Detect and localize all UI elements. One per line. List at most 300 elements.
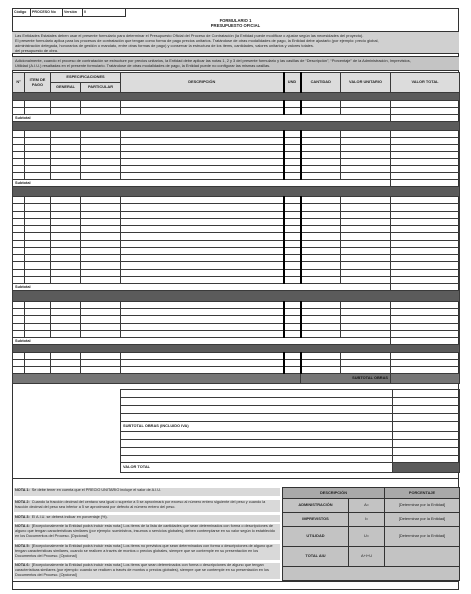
total-value-cell: [391, 197, 460, 204]
payment-item-cell: [25, 316, 51, 323]
payment-item-cell: [25, 166, 51, 173]
payment-item-cell: [25, 138, 51, 145]
quantity-cell: [301, 316, 341, 323]
payment-item-cell: [25, 226, 51, 233]
budget-row: [13, 269, 460, 276]
unit-value-cell: [341, 166, 391, 173]
spec-particular-cell: [81, 323, 121, 330]
unit-cell: [284, 101, 301, 108]
spec-particular-cell: [81, 152, 121, 159]
total-value-cell: [391, 131, 460, 138]
quantity-cell: [301, 233, 341, 240]
note-4: [14, 524, 280, 540]
subtotal-value-cell: [391, 180, 460, 187]
unit-value-cell: [341, 211, 391, 218]
spec-general-cell: [51, 309, 81, 316]
description-cell: [121, 204, 284, 211]
note-6: [14, 563, 280, 579]
header-description: DESCRIPCIÓN: [121, 73, 284, 93]
budget-row: [13, 159, 460, 166]
unit-value-cell: [341, 197, 391, 204]
description-cell: [121, 166, 284, 173]
subtotal-value-cell: [391, 337, 460, 344]
total-value-cell: [391, 366, 460, 373]
spec-particular-cell: [81, 262, 121, 269]
summary-value-cell: [393, 448, 460, 456]
subtotal-label: Subtotal: [13, 115, 391, 122]
unit-cell: [284, 226, 301, 233]
budget-row: [13, 302, 460, 309]
description-cell: [121, 131, 284, 138]
valor-total-row: [121, 463, 460, 473]
aiu-row-total: [283, 547, 460, 567]
unit-cell: [284, 366, 301, 373]
aiu-item: IMPREVISTOS: [283, 513, 349, 527]
item-number-cell: [13, 359, 25, 366]
note-label: NOTA 6:: [15, 563, 30, 567]
payment-item-cell: [25, 145, 51, 152]
quantity-cell: [301, 173, 341, 180]
unit-value-cell: [341, 233, 391, 240]
quantity-cell: [301, 240, 341, 247]
aiu-formula: U=: [349, 527, 385, 547]
spec-particular-cell: [81, 159, 121, 166]
header-number: N°: [13, 73, 25, 93]
unit-value-cell: [341, 159, 391, 166]
unit-cell: [284, 309, 301, 316]
description-cell: [121, 255, 284, 262]
unit-value-cell: [341, 255, 391, 262]
budget-row: [13, 108, 460, 115]
spec-general-cell: [51, 204, 81, 211]
spec-particular-cell: [81, 276, 121, 283]
item-number-cell: [13, 211, 25, 218]
budget-row: [13, 152, 460, 159]
unit-cell: [284, 323, 301, 330]
quantity-cell: [301, 197, 341, 204]
spec-particular-cell: [81, 302, 121, 309]
chapter-bar: [13, 291, 460, 302]
unit-value-cell: [341, 101, 391, 108]
subtotal-iva-row: [121, 422, 460, 432]
unit-value-cell: [341, 316, 391, 323]
obras-subtotal-value-cell: [391, 373, 460, 383]
spec-general-cell: [51, 233, 81, 240]
total-value-cell: [391, 204, 460, 211]
quantity-cell: [301, 131, 341, 138]
quantity-cell: [301, 152, 341, 159]
aiu-item: ADMINISTRACIÓN: [283, 499, 349, 513]
item-number-cell: [13, 131, 25, 138]
unit-cell: [284, 152, 301, 159]
note-label: NOTA 3:: [15, 515, 30, 519]
quantity-cell: [301, 366, 341, 373]
budget-row: [13, 316, 460, 323]
total-value-cell: [391, 269, 460, 276]
unit-value-cell: [341, 138, 391, 145]
header-specifications: ESPECIFICACIONES: [51, 73, 121, 83]
description-cell: [121, 309, 284, 316]
note-text: [Excepcionalmente la Entidad podrá incluir esta nota:] Los ítems no previstos que sean determinados con forma o descripciones de alguno que tengan características similares, cuando se realicen a través de montos o precios globales, siempre que se contemple en su presentación en los Documentos del Proceso. [Opcional]: [15, 544, 273, 558]
note-5: [14, 544, 280, 560]
spec-general-cell: [51, 159, 81, 166]
quantity-cell: [301, 218, 341, 225]
instructions-line: Las Entidades Estatales deben usar el presente formulario para determinar el Presupuesto Oficial del Proceso de Contratación (la Entidad puede modificar o ajustar según las necesidades del proyecto).: [15, 33, 364, 38]
spec-particular-cell: [81, 173, 121, 180]
instructions-line: El presente formulario aplica para los procesos de contratación que tengan como forma de pago precios unitarios. Tratándose de otras modalidades de pago, la Entidad debe ajustarlo (por ejemplo: precio global,: [15, 38, 379, 44]
payment-item-cell: [25, 262, 51, 269]
item-number-cell: [13, 152, 25, 159]
instructions-line: administración delegada, honorarios de gestión o mandato, entre otras formas de pago) y conservar la estructura de los ítems, cantidades, valores unitarios y valores totales.: [15, 43, 314, 49]
description-cell: [121, 276, 284, 283]
quantity-cell: [301, 359, 341, 366]
quantity-cell: [301, 166, 341, 173]
summary-label-cell: [121, 440, 393, 448]
spec-general-cell: [51, 269, 81, 276]
item-number-cell: [13, 197, 25, 204]
header-spec-general: GENERAL: [51, 83, 81, 93]
header-spec-particular: PARTICULAR: [81, 83, 121, 93]
payment-item-cell: [25, 330, 51, 337]
spec-particular-cell: [81, 108, 121, 115]
payment-item-cell: [25, 218, 51, 225]
summary-value-cell: [393, 390, 460, 398]
payment-item-cell: [25, 131, 51, 138]
payment-item-cell: [25, 352, 51, 359]
spec-particular-cell: [81, 166, 121, 173]
chapter-bar-cell: [13, 344, 460, 352]
payment-item-cell: [25, 247, 51, 254]
form-code-row: [13, 9, 126, 17]
payment-item-cell: [25, 101, 51, 108]
unit-cell: [284, 240, 301, 247]
summary-row: [121, 406, 460, 414]
obras-subtotal-fill: [13, 373, 301, 383]
unit-cell: [284, 108, 301, 115]
payment-item-cell: [25, 108, 51, 115]
spec-particular-cell: [81, 352, 121, 359]
spec-particular-cell: [81, 247, 121, 254]
summary-label-cell: [121, 406, 393, 414]
item-number-cell: [13, 302, 25, 309]
form-title: [12, 18, 459, 30]
total-value-cell: [391, 211, 460, 218]
unit-cell: [284, 197, 301, 204]
spec-general-cell: [51, 131, 81, 138]
summary-label-cell: [121, 398, 393, 406]
description-cell: [121, 359, 284, 366]
summary-row: [121, 390, 460, 398]
total-value-cell: [391, 309, 460, 316]
total-value-cell: [391, 323, 460, 330]
summary-value-cell: [393, 456, 460, 463]
aiu-percentage-value: [Determinar por la Entidad]: [385, 513, 460, 527]
unit-value-cell: [341, 218, 391, 225]
quantity-cell: [301, 262, 341, 269]
description-cell: [121, 330, 284, 337]
form-title-line2: PRESUPUESTO OFICIAL: [210, 23, 261, 29]
item-number-cell: [13, 366, 25, 373]
total-value-cell: [391, 166, 460, 173]
description-cell: [121, 138, 284, 145]
total-value-cell: [391, 108, 460, 115]
unit-cell: [284, 269, 301, 276]
unit-value-cell: [341, 276, 391, 283]
spec-general-cell: [51, 262, 81, 269]
unit-cell: [284, 173, 301, 180]
instructions-paragraph-1: [12, 31, 459, 54]
spec-general-cell: [51, 255, 81, 262]
instructions-line: Utilidad (A.I.U.) resaltadas en el presente formulario. Tratándose de otras modalidades de pago, la Entidad puede no configurar las mismas casillas.: [15, 63, 271, 69]
note-2: [14, 500, 280, 512]
summary-label-cell: [121, 390, 393, 398]
payment-item-cell: [25, 269, 51, 276]
aiu-formula: A=: [349, 499, 385, 513]
budget-row: [13, 166, 460, 173]
spec-general-cell: [51, 247, 81, 254]
description-cell: [121, 247, 284, 254]
description-cell: [121, 366, 284, 373]
total-value-cell: [391, 352, 460, 359]
total-value-cell: [391, 316, 460, 323]
summary-label-cell: [121, 432, 393, 440]
spec-general-cell: [51, 138, 81, 145]
summary-value-cell: [393, 398, 460, 406]
item-number-cell: [13, 323, 25, 330]
description-cell: [121, 240, 284, 247]
version-value: 0: [83, 9, 126, 17]
unit-value-cell: [341, 323, 391, 330]
note-label: NOTA 5:: [15, 544, 30, 548]
unit-cell: [284, 262, 301, 269]
item-number-cell: [13, 240, 25, 247]
item-number-cell: [13, 108, 25, 115]
header-quantity: CANTIDAD: [301, 73, 341, 93]
subtotal-value-cell: [391, 115, 460, 122]
chapter-bar-cell: [13, 291, 460, 302]
item-number-cell: [13, 173, 25, 180]
chapter-bar: [13, 122, 460, 131]
spec-particular-cell: [81, 226, 121, 233]
spec-general-cell: [51, 211, 81, 218]
total-value-cell: [391, 247, 460, 254]
unit-cell: [284, 218, 301, 225]
aiu-table: [282, 487, 460, 581]
spec-particular-cell: [81, 269, 121, 276]
unit-cell: [284, 166, 301, 173]
form-code-box: [12, 8, 126, 17]
unit-value-cell: [341, 240, 391, 247]
unit-cell: [284, 352, 301, 359]
item-number-cell: [13, 276, 25, 283]
quantity-cell: [301, 276, 341, 283]
spec-general-cell: [51, 359, 81, 366]
spec-particular-cell: [81, 366, 121, 373]
total-value-cell: [391, 330, 460, 337]
instructions-line: del presupuesto de obra.: [15, 48, 59, 54]
total-value-cell: [391, 302, 460, 309]
total-value-cell: [391, 226, 460, 233]
payment-item-cell: [25, 309, 51, 316]
budget-row: [13, 204, 460, 211]
unit-value-cell: [341, 330, 391, 337]
aiu-item: UTILIDAD: [283, 527, 349, 547]
spec-general-cell: [51, 197, 81, 204]
payment-item-cell: [25, 240, 51, 247]
subtotal-row: [13, 337, 460, 344]
note-text: [Excepcionalmente la Entidad podrá incluir esta nota:] Los ítems de la lista de cantidades que sean determinados con forma o descripciones de alguno que tengan características similares (por ejemplo: suministros, insumos o servicios globales), deben contemplarse en su valor según lo establecido en los Documentos del Proceso. [Opcional]: [15, 524, 276, 538]
unit-cell: [284, 211, 301, 218]
chapter-bar: [13, 93, 460, 101]
payment-item-cell: [25, 197, 51, 204]
budget-row: [13, 352, 460, 359]
instructions-line: Adicionalmente, cuando el proceso de contratación se estructure por precios unitarios, la Entidad debe aplicar las notas 1, 2 y 3 del presente formulario y las casillas de “Descripción”, “Porcentaje” de la Administración, Imprevistos,: [15, 58, 411, 63]
unit-value-cell: [341, 226, 391, 233]
payment-item-cell: [25, 204, 51, 211]
note-text: Cuando la fracción decimal del centavo sea igual o superior a 5 se aproximará por exceso al número entero siguiente del peso y cuando la fracción decimal del peso sea inferior a 5 se aproximará por defecto al número entero del peso.: [15, 500, 266, 509]
spec-general-cell: [51, 218, 81, 225]
spec-particular-cell: [81, 359, 121, 366]
description-cell: [121, 262, 284, 269]
payment-item-cell: [25, 255, 51, 262]
unit-cell: [284, 316, 301, 323]
spec-particular-cell: [81, 240, 121, 247]
note-3: [14, 515, 280, 522]
spec-particular-cell: [81, 255, 121, 262]
total-value-cell: [391, 101, 460, 108]
item-number-cell: [13, 226, 25, 233]
spec-particular-cell: [81, 316, 121, 323]
summary-label-cell: [121, 456, 393, 463]
description-cell: [121, 316, 284, 323]
budget-row: [13, 309, 460, 316]
subtotal-label: Subtotal: [13, 180, 391, 187]
spec-particular-cell: [81, 101, 121, 108]
quantity-cell: [301, 159, 341, 166]
total-value-cell: [391, 173, 460, 180]
quantity-cell: [301, 302, 341, 309]
summary-value-cell: [393, 414, 460, 422]
spec-general-cell: [51, 276, 81, 283]
total-value-cell: [391, 240, 460, 247]
aiu-blank-cell: [283, 567, 460, 581]
subtotal-iva-value: [393, 422, 460, 432]
spec-particular-cell: [81, 309, 121, 316]
budget-row: [13, 101, 460, 108]
spec-general-cell: [51, 352, 81, 359]
description-cell: [121, 152, 284, 159]
aiu-percentage-value: [385, 547, 460, 567]
item-number-cell: [13, 269, 25, 276]
budget-row: [13, 247, 460, 254]
totals-summary-table: [120, 389, 460, 473]
quantity-cell: [301, 269, 341, 276]
spec-particular-cell: [81, 330, 121, 337]
unit-cell: [284, 302, 301, 309]
item-number-cell: [13, 233, 25, 240]
unit-cell: [284, 330, 301, 337]
chapter-bar-cell: [13, 122, 460, 131]
item-number-cell: [13, 316, 25, 323]
obras-subtotal-label: SUBTOTAL OBRAS: [301, 373, 391, 383]
spec-particular-cell: [81, 138, 121, 145]
description-cell: [121, 145, 284, 152]
unit-value-cell: [341, 262, 391, 269]
subtotal-value-cell: [391, 284, 460, 291]
spec-particular-cell: [81, 145, 121, 152]
unit-value-cell: [341, 309, 391, 316]
total-value-cell: [391, 255, 460, 262]
quantity-cell: [301, 226, 341, 233]
chapter-bar: [13, 187, 460, 197]
aiu-formula: A+I+U: [349, 547, 385, 567]
description-cell: [121, 226, 284, 233]
item-number-cell: [13, 262, 25, 269]
aiu-formula: I=: [349, 513, 385, 527]
summary-label-cell: [121, 448, 393, 456]
aiu-percentage-value: [Determinar por la Entidad]: [385, 527, 460, 547]
unit-value-cell: [341, 204, 391, 211]
subtotal-row: [13, 180, 460, 187]
quantity-cell: [301, 309, 341, 316]
description-cell: [121, 233, 284, 240]
unit-cell: [284, 276, 301, 283]
header-payment-item: ITEM DE PAGO: [25, 73, 51, 93]
subtotal-label: Subtotal: [13, 284, 391, 291]
unit-value-cell: [341, 302, 391, 309]
spec-particular-cell: [81, 218, 121, 225]
budget-row: [13, 173, 460, 180]
subtotal-label: Subtotal: [13, 337, 391, 344]
quantity-cell: [301, 255, 341, 262]
unit-cell: [284, 204, 301, 211]
total-value-cell: [391, 262, 460, 269]
form-title-line1: FORMULARIO 1: [219, 18, 252, 23]
payment-item-cell: [25, 366, 51, 373]
aiu-header-percentage: PORCENTAJE: [385, 488, 460, 499]
subtotal-iva-label: SUBTOTAL OBRAS (INCLUIDO IVA): [121, 422, 393, 432]
chapter-bar-cell: [13, 187, 460, 197]
description-cell: [121, 302, 284, 309]
total-value-cell: [391, 359, 460, 366]
summary-value-cell: [393, 432, 460, 440]
spec-general-cell: [51, 330, 81, 337]
item-number-cell: [13, 309, 25, 316]
description-cell: [121, 108, 284, 115]
budget-row: [13, 330, 460, 337]
aiu-blank-row: [283, 567, 460, 581]
unit-value-cell: [341, 108, 391, 115]
budget-row: [13, 211, 460, 218]
spec-particular-cell: [81, 197, 121, 204]
budget-row: [13, 262, 460, 269]
spec-general-cell: [51, 173, 81, 180]
unit-cell: [284, 359, 301, 366]
description-cell: [121, 159, 284, 166]
item-number-cell: [13, 255, 25, 262]
description-cell: [121, 218, 284, 225]
description-cell: [121, 197, 284, 204]
unit-value-cell: [341, 352, 391, 359]
budget-row: [13, 359, 460, 366]
budget-row: [13, 276, 460, 283]
chapter-bar-cell: [13, 93, 460, 101]
note-1: [14, 488, 280, 496]
note-text: Se debe tener en cuenta que el PRECIO UNITARIO incluye el valor de A.I.U.: [31, 488, 162, 492]
item-number-cell: [13, 204, 25, 211]
summary-value-cell: [393, 440, 460, 448]
spec-general-cell: [51, 323, 81, 330]
